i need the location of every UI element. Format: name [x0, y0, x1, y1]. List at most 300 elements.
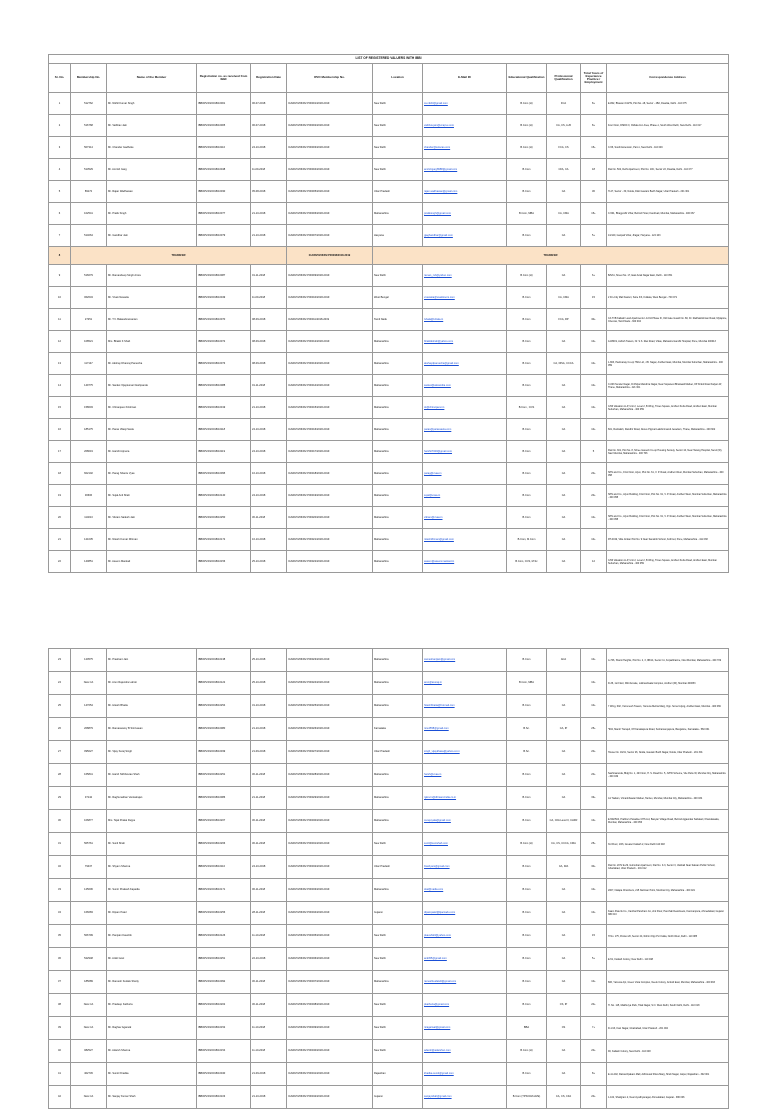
experience-cell: 10+: [581, 331, 607, 353]
sr-cell: 15: [49, 397, 71, 419]
sr-cell: 6: [49, 203, 71, 225]
profession-cell: CA: [547, 902, 581, 925]
location-cell: Gujarat: [373, 1086, 423, 1109]
membership-cell: 505761: [71, 833, 107, 856]
location-cell: Uttar Pradesh: [373, 856, 423, 879]
profession-cell: CS: [547, 1017, 581, 1040]
registration-date-cell: 11-10-2018: [251, 1040, 287, 1063]
education-cell: B.Com: [507, 971, 547, 994]
sr-cell: 26: [49, 718, 71, 741]
experience-cell: 30: [581, 181, 607, 203]
transfer-label-right: TRANSFER: [373, 247, 729, 265]
table-row: [49, 925, 729, 948]
address-cell: C/96 Valuation LLP, Unit 2, Level 2, B Wing, Times Square, Andheri Kurla Road, Andheri East, Mumbai Suburban, Maharashtra - 400 059: [607, 551, 729, 573]
sr-cell: 5: [49, 181, 71, 203]
registration-date-cell: 16-10-2018: [251, 463, 287, 485]
table-row: [49, 1040, 729, 1063]
location-cell: Gujarat: [373, 902, 423, 925]
experience-cell: 10+: [581, 507, 607, 529]
sr-cell: 19: [49, 485, 71, 507]
sr-cell: 40: [49, 1040, 71, 1063]
registration-date-cell: 08-09-2018: [251, 331, 287, 353]
email-cell[interactable]: adarsh@adarshsc.com: [423, 1040, 507, 1063]
sr-cell: 2: [49, 115, 71, 137]
table-body-page-1: [49, 55, 729, 573]
sr-cell: 18: [49, 463, 71, 485]
registration-no-cell: IBBI/RV/03/2018/10202: [197, 994, 251, 1017]
membership-cell: 185689: [71, 971, 107, 994]
profession-cell: FCA: [547, 93, 581, 115]
address-cell: C-603 Sunder Nagar, D'Ahilya Mandirra Nagar, Near Sopanest Bhatwadi Market, Off Kirkol Road Kalyan W, Thane, Maharashtra - 421 301: [607, 375, 729, 397]
name-cell: Mr. Sunil Shah: [107, 833, 197, 856]
table-row: [49, 1086, 729, 1109]
header-registration-no: Registration no. as received from IBBI: [197, 64, 251, 93]
rvo-membership-cell: ICAIRVO/06/RV-P00003/2018-2019: [287, 137, 373, 159]
experience-cell: 5: [581, 441, 607, 463]
registration-no-cell: IBBI/RV/03/2018/10049: [197, 287, 251, 309]
location-cell: Maharashtra: [373, 971, 423, 994]
profession-cell: CA: [547, 948, 581, 971]
address-cell: 1A/8019, Ashish Towers, Nr. S.S. Rao Road, Vikas, Mahavira Gandhi Hospital, Pune, Mumbai 400013: [607, 331, 729, 353]
email-cell[interactable]: aseem@aseemmankad.in: [423, 551, 507, 573]
email-cell[interactable]: sanket@akcaindia.com: [423, 375, 507, 397]
email-cell[interactable]: ckal@nadia.com: [423, 879, 507, 902]
education-cell: B.Com, CCS, M.Sc: [507, 551, 547, 573]
registration-no-cell: IBBI/RV/03/2018/10110: [197, 137, 251, 159]
experience-cell: 25+: [581, 833, 607, 856]
registration-no-cell: IBBI/RV/03/2018/10126: [197, 925, 251, 948]
address-cell: SPN and Co., Arjun Building, First Floor, Plot No. 61, V. P. Road, Andheri West, Mumbai Suburban, Maharashtra - 400 058: [607, 485, 729, 507]
membership-cell: 30606: [71, 485, 107, 507]
rvo-membership-cell: ICAIRVO/06/RV-P00041/2018-2019: [287, 1063, 373, 1086]
registration-no-cell: IBBI/RV/03/2018/10092: [197, 971, 251, 994]
rvo-membership-cell: ICAIRVO/06/RV-P00029/2018-2019: [287, 787, 373, 810]
name-cell: Mr. Vivek Newatia: [107, 287, 197, 309]
education-cell: B.Com: [507, 507, 547, 529]
membership-cell: 89172: [71, 181, 107, 203]
membership-cell: 149775: [71, 375, 107, 397]
profession-cell: CA, CS, CFA: [547, 1086, 581, 1109]
location-cell: Maharashtra: [373, 485, 423, 507]
registration-no-cell: IBBI/RV/03/2018/10080: [197, 718, 251, 741]
experience-cell: 10+: [581, 529, 607, 551]
table-row: [49, 375, 729, 397]
rvo-membership-cell: ICAIRVO/06/RV-P00011/2018-2019: [287, 309, 373, 331]
email-cell[interactable]: vaibhav.jain@vcapvu.com: [423, 115, 507, 137]
header-rvo-membership-no: RVO Membership No.: [287, 64, 373, 93]
address-cell: C-56, South Extension, Part-1, New Delhi - 110 049: [607, 137, 729, 159]
location-cell: New Delhi: [373, 925, 423, 948]
email-cell[interactable]: sunil@sunishah.com: [423, 833, 507, 856]
profession-cell: CA: [547, 225, 581, 247]
education-cell: B.Com: [507, 695, 547, 718]
email-cell[interactable]: khadka.sumit@gmail.com: [423, 1063, 507, 1086]
profession-cell: CA: [547, 441, 581, 463]
rvo-membership-cell: ICAIRVO/06/RV-P00016/2018-2019: [287, 419, 373, 441]
email-cell[interactable]: pkaushik3@yahoo.com: [423, 925, 507, 948]
registration-no-cell: IBBI/RV/03/2018/10087: [197, 265, 251, 287]
email-cell[interactable]: bhaktikshah@yahoo.com: [423, 331, 507, 353]
registration-no-cell: IBBI/RV/03/2018/10110: [197, 856, 251, 879]
name-cell: Mr. Ramandeep Singh Arora: [107, 265, 197, 287]
experience-cell: 20+: [581, 1086, 607, 1109]
membership-cell: 120575: [71, 649, 107, 672]
registration-date-cell: 30-11-2018: [251, 810, 287, 833]
registration-no-cell: IBBI/RV/03/2018/10122: [197, 672, 251, 695]
registration-date-cell: 21-10-2018: [251, 225, 287, 247]
email-cell[interactable]: hiteshbhatia@hotmail.com: [423, 695, 507, 718]
email-cell[interactable]: vnewatia@vsadvisors.com: [423, 287, 507, 309]
rvo-membership-cell: ICAIRVO/06/RV-P00010/2018-2019: [287, 287, 373, 309]
email-cell[interactable]: pkathuria@gmail.com: [423, 994, 507, 1017]
rvo-membership-cell: ICAIRVO/06/RV-P00030/2018-2019: [287, 810, 373, 833]
email-cell[interactable]: chander@sxiscas.com: [423, 137, 507, 159]
name-cell: Mr. Nitesh Kumar Dhiman: [107, 529, 197, 551]
table-row: [49, 397, 729, 419]
profession-cell: FCA, RP: [547, 309, 581, 331]
name-cell: Mr. Gandhar Jain: [107, 225, 197, 247]
membership-cell: 402745: [71, 1063, 107, 1086]
profession-cell: CA: [547, 397, 581, 419]
address-cell: B/6/11, Street No. 17, East Azad Nagar East, Delhi - 110 051: [607, 265, 729, 287]
table-row: [49, 137, 729, 159]
registration-date-cell: 21-10-2018: [251, 203, 287, 225]
location-cell: Maharashtra: [373, 879, 423, 902]
address-cell: CA TVB Kailash Land Apartments I-G Fld Phase III, Old Gate Guard No. 80, Dr. Radhakrishnan Road, Mylapore, Chennai, Tamil Nadu - 600 004: [607, 309, 729, 331]
registration-no-cell: IBBI/RV/03/2018/10254: [197, 695, 251, 718]
registration-date-cell: 21-10-2018: [251, 397, 287, 419]
registration-no-cell: IBBI/RV/03/2018/10140: [197, 485, 251, 507]
transfer-row: [49, 247, 729, 265]
profession-cell: CA, IP: [547, 718, 581, 741]
email-cell[interactable]: akshaydpamecha@gmail.com: [423, 353, 507, 375]
education-cell: B.Com (TPS/ICM-IAVE): [507, 1086, 547, 1109]
address-cell: E-11-202, Ramanhpakam Mall, Adhinusal Shiva Marg, Shah Nagar, Jaipur, Rajasthan - 302 001: [607, 1063, 729, 1086]
name-cell: Mr. Sanket Vijaykumar Deshpande: [107, 375, 197, 397]
rvo-membership-cell: ICAIRVO/06/RV-P00025/2018-2019: [287, 695, 373, 718]
profession-cell: CA: [547, 331, 581, 353]
rvo-membership-cell: ICAIRVO/06/RV-P00006/2018-2019: [287, 203, 373, 225]
sr-cell: 33: [49, 879, 71, 902]
name-cell: Mr. Arun Rajendra Lahoti: [107, 672, 197, 695]
membership-cell: 125606: [71, 879, 107, 902]
table-body-page-2: [49, 649, 729, 1109]
profession-cell: CA, CMA: [547, 287, 581, 309]
sr-cell: 31: [49, 833, 71, 856]
name-cell: Mr. Pratik Singh: [107, 203, 197, 225]
experience-cell: 5+: [581, 225, 607, 247]
name-cell: Mr. Harsh Nirbhavrao Shah: [107, 764, 197, 787]
table-row: [49, 441, 729, 463]
registration-date-cell: 24-10-2018: [251, 419, 287, 441]
membership-cell: 158603: [71, 397, 107, 419]
experience-cell: 30+: [581, 309, 607, 331]
email-cell[interactable]: sujal@vvaa.in: [423, 485, 507, 507]
membership-cell: New CA: [71, 1086, 107, 1109]
experience-cell: 15+: [581, 137, 607, 159]
address-cell: D-36, 1st Floor, Mitti Arcade, Lokhandwala Complex, Andheri (W), Mumbai 400053: [607, 672, 729, 695]
location-cell: Rajasthan: [373, 1063, 423, 1086]
email-cell[interactable]: ricagarwal@gmail.com: [423, 1017, 507, 1040]
registration-no-cell: IBBI/RV/03/2018/10030: [197, 181, 251, 203]
email-cell[interactable]: tvbala@tvbala.in: [423, 309, 507, 331]
rvo-membership-cell: ICAIRVO/06/RV-P00019/2018-2019: [287, 485, 373, 507]
profession-cell: CA: [547, 419, 581, 441]
membership-cell: 095627: [71, 741, 107, 764]
profession-cell: CA: [547, 265, 581, 287]
location-cell: Karnataka: [373, 718, 423, 741]
registration-no-cell: IBBI/RV/03/2018/10172: [197, 529, 251, 551]
location-cell: Maharashtra: [373, 529, 423, 551]
table-row: [49, 309, 729, 331]
registration-no-cell: IBBI/RV/03/2018/10070: [197, 309, 251, 331]
name-cell: Mr. Vaibhav Jain: [107, 115, 197, 137]
registration-date-cell: 11-10-2018: [251, 1017, 287, 1040]
location-cell: Maharashtra: [373, 331, 423, 353]
experience-cell: 8+: [581, 115, 607, 137]
location-cell: New Delhi: [373, 948, 423, 971]
address-cell: Flat No. 301, Plot No. 8, Shree Ganesh Co-op Housing Society, Sector 10, Near Tarang Hospital, Nerul (W), Navi Mumbai, Maharashtra - 400 706: [607, 441, 729, 463]
address-cell: E-502/504, Prabhu's Paradise CHS Ltd, Banyan Village Road, Behind Ajgaonkar Sahakari, Khandawada, Mumbai, Maharashtra - 400 056: [607, 810, 729, 833]
email-cell[interactable]: ck@chiranjeevi.in: [423, 397, 507, 419]
email-cell[interactable]: rgknvm@dhrsancindia.co.in: [423, 787, 507, 810]
rvo-membership-cell: ICAIRVO/06/RV-P00022/2018-2019: [287, 551, 373, 573]
education-cell: B.Com: [507, 649, 547, 672]
registration-date-cell: 24-10-2018: [251, 856, 287, 879]
registration-no-cell: IBBI/RV/03/2018/10077: [197, 203, 251, 225]
address-cell: Flat No. 2072 E-29, Gulmohar Apartment, Flat No. F-3, Sector 3, Vaishali Near Salwan Public School, Ghaziabad, Uttar Pradesh - 201 012: [607, 856, 729, 879]
rvo-membership-cell: ICAIRVO/06/RV-P00042/2018-2019: [287, 1086, 373, 1109]
location-cell: Uttar Pradesh: [373, 181, 423, 203]
email-cell[interactable]: rameshkudalu9@gmail.com: [423, 971, 507, 994]
location-cell: West Bengal: [373, 287, 423, 309]
location-cell: Maharashtra: [373, 672, 423, 695]
name-cell: Mr. Chander Gadhoke: [107, 137, 197, 159]
email-cell[interactable]: pratiksingh@gmail.com: [423, 203, 507, 225]
address-cell: Sashinaranda, Bldg No. 1, 4th Floor, H. S. Road No. 5, JVPD Scheme, Vile Parle W, Mumbai City, Maharashtra - 400 049: [607, 764, 729, 787]
profession-cell: CFA, CA: [547, 159, 581, 181]
registration-no-cell: IBBI/RV/03/2018/10039: [197, 741, 251, 764]
email-cell[interactable]: paras@parassavla.com: [423, 419, 507, 441]
education-cell: B.Com: [507, 309, 547, 331]
profession-cell: CA: [547, 879, 581, 902]
experience-cell: 10+: [581, 902, 607, 925]
address-cell: H-47, Sector - 30, Noida, Distt Gautam Budh Nagar, Uttar Pradesh - 201 301: [607, 181, 729, 203]
email-cell[interactable]: rajan.wadhawan@gmail.com: [423, 181, 507, 203]
location-cell: Maharashtra: [373, 203, 423, 225]
experience-cell: 15: [581, 287, 607, 309]
registration-no-cell: IBBI/RV/03/2018/10048: [197, 159, 251, 181]
registration-no-cell: IBBI/RV/03/2018/10119: [197, 441, 251, 463]
name-cell: Mr. Rajan Wadhawan: [107, 181, 197, 203]
registration-date-cell: 05-08-2018: [251, 181, 287, 203]
email-cell[interactable]: ankit55@gmail.com: [423, 948, 507, 971]
experience-cell: 10+: [581, 649, 607, 672]
registration-date-cell: 30-11-2018: [251, 764, 287, 787]
registration-date-cell: 06-07-2018: [251, 93, 287, 115]
name-cell: Mrs. Bhakti K Shah: [107, 331, 197, 353]
email-cell[interactable]: raman_rsb@yahoo.com: [423, 265, 507, 287]
table-row: [49, 159, 729, 181]
address-cell: Four Floor, DSIDC F, Okhala Ind. Area, Phase-1, South West Delhi, New Delhi - 110 017: [607, 115, 729, 137]
email-cell[interactable]: harsh@vvaa.in: [423, 764, 507, 787]
table-row: [49, 225, 729, 247]
sr-cell: 39: [49, 1017, 71, 1040]
profession-cell: CA: [547, 375, 581, 397]
transfer-sr-cell: 8: [49, 247, 71, 265]
experience-cell: 7+: [581, 1017, 607, 1040]
rvo-membership-cell: ICAIRVO/06/RV-P00013/2018-2019: [287, 353, 373, 375]
experience-cell: 20+: [581, 764, 607, 787]
registration-date-cell: 25-10-2018: [251, 672, 287, 695]
education-cell: B.Com, MBA: [507, 203, 547, 225]
sr-cell: 38: [49, 994, 71, 1017]
rvo-membership-cell: ICAIRVO/06/RV-P00021/2018-2019: [287, 529, 373, 551]
header-row: [49, 64, 729, 93]
location-cell: Haryana: [373, 225, 423, 247]
address-cell: 7 Wing, 602, Yamunesh Towers, Yamuna Mehta Marg, Opp. Sona Udyog, Andheri East, Mumbai - 400 069: [607, 695, 729, 718]
registration-date-cell: 01-11-2018: [251, 375, 287, 397]
table-row: [49, 265, 729, 287]
name-cell: Mr. Paras Vilasji Savla: [107, 419, 197, 441]
sr-cell: 13: [49, 353, 71, 375]
location-cell: New Delhi: [373, 93, 423, 115]
address-cell: H No. 175, Pocket 20, Sector 24, Rohini Opp Pvr Kalka, North West, Delhi - 110 085: [607, 925, 729, 948]
profession-cell: CA, CS, CCCA, CMA: [547, 833, 581, 856]
sr-cell: 11: [49, 309, 71, 331]
education-cell: B.Com: [507, 485, 547, 507]
membership-cell: New CA: [71, 994, 107, 1017]
membership-cell: 513529: [71, 159, 107, 181]
registration-date-cell: 25-10-2018: [251, 551, 287, 573]
education-cell: B.Sc.: [507, 718, 547, 741]
location-cell: New Delhi: [373, 137, 423, 159]
name-cell: Mr. T.V. Balasubramanian: [107, 309, 197, 331]
location-cell: New Delhi: [373, 265, 423, 287]
registration-no-cell: IBBI/RV/03/2018/10079: [197, 225, 251, 247]
name-cell: Mr. Amrish Garg: [107, 159, 197, 181]
email-cell[interactable]: cameshantjain@gmail.com: [423, 649, 507, 672]
address-cell: Flat No. 502, Delhi Apartment, Plot No. 10C, Sector 22, Dwarka, Delhi - 110 077: [607, 159, 729, 181]
education-cell: B.Sc.: [507, 741, 547, 764]
header-member-name: Name of the Member: [107, 64, 197, 93]
experience-cell: 30+: [581, 856, 607, 879]
membership-cell: New CA: [71, 1017, 107, 1040]
registration-no-cell: IBBI/RV/03/2018/10266: [197, 833, 251, 856]
education-cell: BBA: [507, 1017, 547, 1040]
email-cell[interactable]: fcashyam@gmail.com: [423, 856, 507, 879]
membership-cell: 114013: [71, 507, 107, 529]
rvo-membership-cell: ICAIRVO/06/RV-P00031/2018-2019: [287, 833, 373, 856]
education-cell: B.Com: [507, 331, 547, 353]
registration-no-cell: IBBI/RV/03/2018/10251: [197, 948, 251, 971]
registration-date-cell: 24-10-2018: [251, 485, 287, 507]
profession-cell: CA: [547, 764, 581, 787]
name-cell: Mr. Ankit Goel: [107, 948, 197, 971]
registration-no-cell: IBBI/RV/03/2018/10073: [197, 353, 251, 375]
registration-no-cell: IBBI/RV/03/2018/10154: [197, 1040, 251, 1063]
education-cell: B.Com (H): [507, 137, 547, 159]
email-cell[interactable]: dipampatel@kjaccadu.com: [423, 902, 507, 925]
email-cell[interactable]: ca.nikhil@gmail.com: [423, 93, 507, 115]
email-cell[interactable]: parag@vvaa.in: [423, 463, 507, 485]
table-row: [49, 485, 729, 507]
email-cell[interactable]: ca.tejoyala@gmail.com: [423, 810, 507, 833]
profession-cell: CA, CS, LLB: [547, 115, 581, 137]
email-cell[interactable]: sanjayshah@gmail.com: [423, 1086, 507, 1109]
email-cell[interactable]: harshit7020@gmail.com: [423, 441, 507, 463]
experience-cell: 10+: [581, 375, 607, 397]
rvo-membership-cell: ICAIRVO/06/RV-P00007/2018-2019: [287, 225, 373, 247]
sr-cell: 32: [49, 856, 71, 879]
email-cell[interactable]: vikram@vvaa.in: [423, 507, 507, 529]
location-cell: Maharashtra: [373, 649, 423, 672]
profession-cell: CA: [547, 529, 581, 551]
rvo-membership-cell: ICAIRVO/06/RV-P00036/2018-2019: [287, 948, 373, 971]
registration-no-cell: IBBI/RV/03/2018/10072: [197, 331, 251, 353]
table-row: [49, 672, 729, 695]
profession-cell: CA: [547, 971, 581, 994]
membership-cell: 185175: [71, 419, 107, 441]
sr-cell: 10: [49, 287, 71, 309]
education-cell: B.Com (H): [507, 833, 547, 856]
email-cell[interactable]: rsre4558@gmail.com: [423, 718, 507, 741]
rvo-membership-cell: ICAIRVO/06/RV-P00026/2018-2019: [287, 718, 373, 741]
location-cell: New Delhi: [373, 994, 423, 1017]
registration-date-cell: 21-11-2018: [251, 787, 287, 810]
location-cell: Uttar Pradesh: [373, 741, 423, 764]
table-row: [49, 948, 729, 971]
registration-date-cell: 11-10-2018: [251, 925, 287, 948]
experience-cell: 10+: [581, 397, 607, 419]
table-row: [49, 463, 729, 485]
name-cell: Mr. Pamjain Kaushik: [107, 925, 197, 948]
valuers-table-page-2: [48, 648, 729, 1109]
membership-cell: 514064: [71, 225, 107, 247]
location-cell: Maharashtra: [373, 787, 423, 810]
education-cell: B.Com: [507, 159, 547, 181]
table-row: [49, 718, 729, 741]
experience-cell: 10+: [581, 419, 607, 441]
name-cell: Mr. Raghav Agarwal: [107, 1017, 197, 1040]
address-cell: E-51, Kailash Colony, New Delhi - 110 048: [607, 948, 729, 971]
email-cell[interactable]: arun@arunaj.in: [423, 672, 507, 695]
sr-cell: 42: [49, 1086, 71, 1109]
email-cell[interactable]: singh_vijaykhasa@yahoo.co.in: [423, 741, 507, 764]
name-cell: Mr. Hitesh Bhatia: [107, 695, 197, 718]
registration-date-cell: 21-09-2018: [251, 741, 287, 764]
email-cell[interactable]: niteshdhiman@gmail.com: [423, 529, 507, 551]
address-cell: H. No. 115, Madhurya Park, Tilak Nagar, S.O. West Delhi, South Delhi, Delhi - 110 018: [607, 994, 729, 1017]
location-cell: New Delhi: [373, 1017, 423, 1040]
address-cell: 90, Kailash Colony, New Delhi - 110 048: [607, 1040, 729, 1063]
education-cell: B.Com: [507, 463, 547, 485]
name-cell: Mr. Parag Shantu Vyas: [107, 463, 197, 485]
profession-cell: CS, IP: [547, 994, 581, 1017]
table-row: [49, 971, 729, 994]
rvo-membership-cell: ICAIRVO/06/RV-P00017/2018-2019: [287, 441, 373, 463]
education-cell: B.Com: [507, 181, 547, 203]
registration-no-cell: IBBI/RV/03/2018/10118: [197, 419, 251, 441]
experience-cell: 20+: [581, 485, 607, 507]
profession-cell: FCA, CS: [547, 137, 581, 159]
email-cell[interactable]: amrishgarg8988@gmail.com: [423, 159, 507, 181]
sr-cell: 27: [49, 741, 71, 764]
registration-date-cell: 31-10-2018: [251, 695, 287, 718]
email-cell[interactable]: gjaghandhar@gmail.com: [423, 225, 507, 247]
header-sr-no: Sr. No.: [49, 64, 71, 93]
profession-cell: CA, IRA: [547, 856, 581, 879]
